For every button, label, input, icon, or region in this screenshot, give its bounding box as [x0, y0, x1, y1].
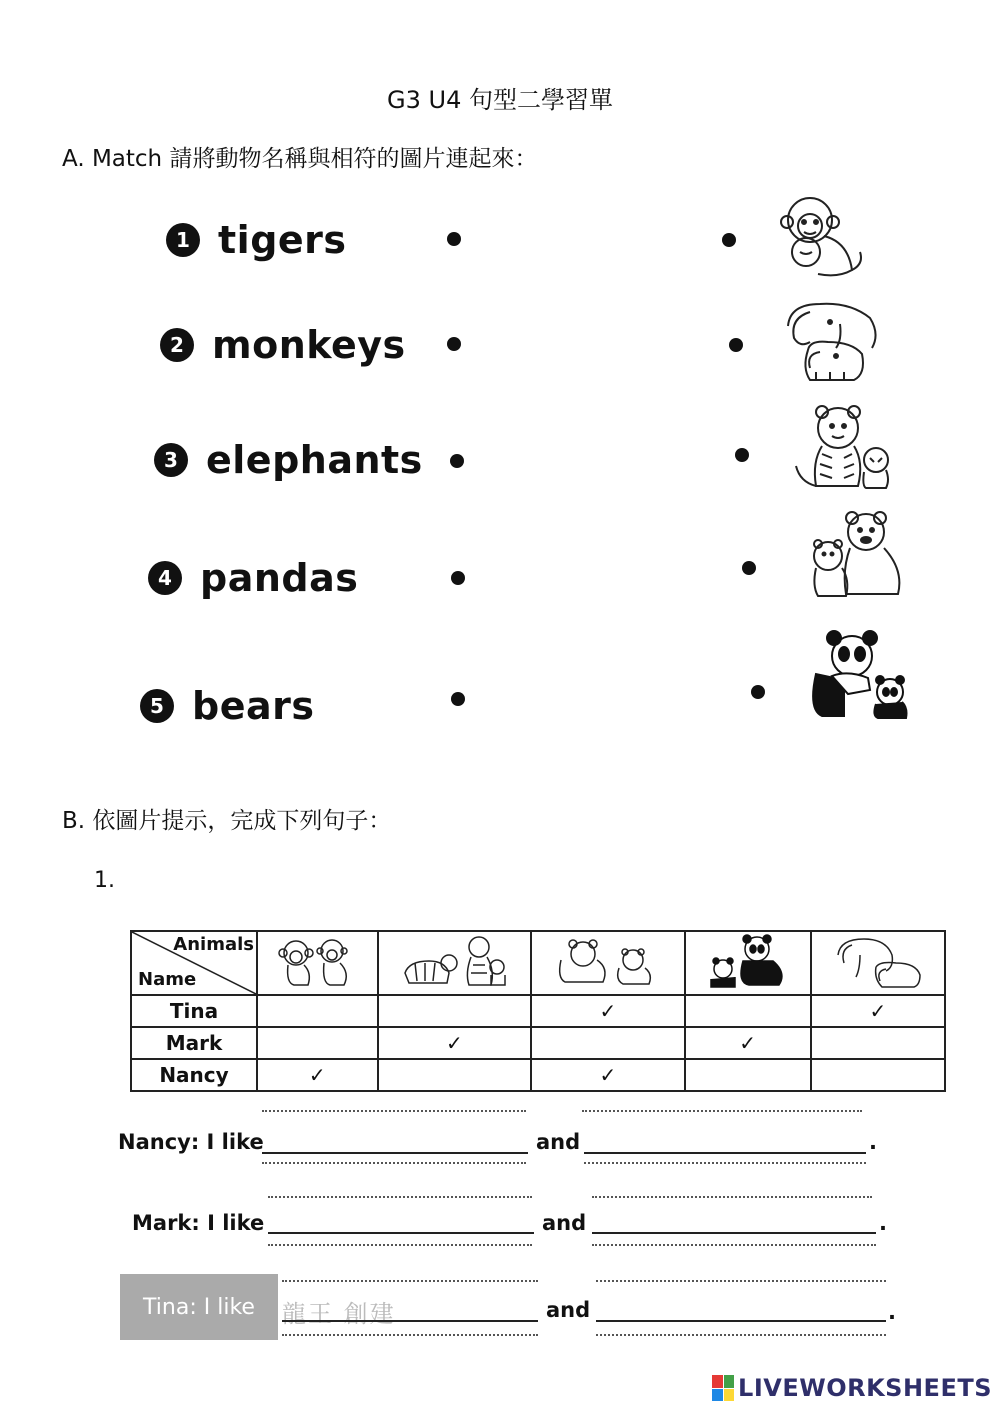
answer-blank-4[interactable]: [592, 1232, 876, 1234]
answer-blank-5[interactable]: [282, 1320, 538, 1322]
header-animals: Animals: [173, 934, 254, 955]
match-dot-left-5[interactable]: [451, 692, 465, 706]
section-b-heading: B. 依圖片提示，完成下列句子：: [62, 808, 392, 834]
table-header-row: [131, 931, 945, 995]
sentence-and: and: [546, 1298, 591, 1322]
elephant-icon: [830, 933, 926, 989]
check-cell: [811, 1059, 945, 1091]
column-panda: [685, 931, 811, 995]
dotted-guide: [268, 1244, 532, 1246]
brand-mark-icon: [712, 1375, 734, 1401]
dotted-guide: [268, 1196, 532, 1198]
match-item-elephants: [154, 438, 423, 482]
panda-icon: [703, 933, 793, 989]
dotted-guide: [282, 1280, 538, 1282]
match-dot-left-1[interactable]: [447, 232, 461, 246]
match-item-pandas: [148, 556, 358, 600]
match-dot-left-4[interactable]: [451, 571, 465, 585]
number-badge: 3: [154, 443, 188, 477]
answer-blank-2[interactable]: [584, 1152, 866, 1154]
table-row: [131, 1027, 945, 1059]
column-monkey: [257, 931, 378, 995]
dotted-guide: [592, 1244, 876, 1246]
check-cell: [378, 995, 531, 1027]
sentence-end: .: [869, 1130, 877, 1154]
tina-label-box: Tina: I like: [120, 1274, 278, 1340]
elephant-icon: [780, 298, 880, 388]
check-cell: [811, 1027, 945, 1059]
dotted-guide: [596, 1280, 886, 1282]
check-cell: [685, 995, 811, 1027]
animal-preference-table: [130, 930, 946, 1092]
bear-icon: [553, 936, 663, 986]
sentence-and: and: [542, 1211, 587, 1235]
check-cell: ✓: [531, 995, 684, 1027]
question-number: 1.: [94, 868, 115, 893]
match-dot-right-3[interactable]: [735, 448, 749, 462]
animal-word: bears: [192, 684, 315, 728]
match-item-bears: [140, 684, 314, 728]
check-cell: [257, 995, 378, 1027]
match-dot-right-5[interactable]: [751, 685, 765, 699]
column-bear: [531, 931, 684, 995]
check-cell: [531, 1027, 684, 1059]
animal-word: elephants: [206, 438, 423, 482]
match-item-tigers: [166, 218, 347, 262]
check-cell: ✓: [257, 1059, 378, 1091]
match-dot-right-4[interactable]: [742, 561, 756, 575]
tiger-icon: [792, 402, 892, 492]
sentence-end: .: [879, 1211, 887, 1235]
page-title: G3 U4 句型二學習單: [387, 86, 613, 114]
tiger-icon: [399, 933, 509, 989]
column-tiger: [378, 931, 531, 995]
column-elephant: [811, 931, 945, 995]
answer-blank-3[interactable]: [268, 1232, 534, 1234]
sentence-prefix: Nancy: I like: [118, 1130, 264, 1154]
dotted-guide: [596, 1334, 886, 1336]
animal-word: tigers: [218, 218, 347, 262]
header-name: Name: [138, 969, 197, 990]
number-badge: 2: [160, 328, 194, 362]
check-cell: ✓: [378, 1027, 531, 1059]
check-cell: ✓: [811, 995, 945, 1027]
dotted-guide: [582, 1110, 862, 1112]
dotted-guide: [282, 1334, 538, 1336]
number-badge: 5: [140, 689, 174, 723]
match-item-monkeys: [160, 323, 406, 367]
dotted-guide: [262, 1110, 526, 1112]
bear-icon: [806, 510, 906, 600]
liveworksheets-logo: [712, 1374, 992, 1402]
match-dot-left-2[interactable]: [447, 337, 461, 351]
table-row: [131, 1059, 945, 1091]
check-cell: [685, 1059, 811, 1091]
monkey-icon: [778, 192, 878, 282]
number-badge: 4: [148, 561, 182, 595]
check-cell: ✓: [531, 1059, 684, 1091]
dotted-guide: [262, 1162, 526, 1164]
sentence-and: and: [536, 1130, 581, 1154]
brand-text: LIVEWORKSHEETS: [738, 1374, 992, 1402]
answer-blank-1[interactable]: [262, 1152, 528, 1154]
match-dot-right-1[interactable]: [722, 233, 736, 247]
sentence-prefix: Mark: I like: [132, 1211, 265, 1235]
check-cell: [257, 1027, 378, 1059]
number-badge: 1: [166, 223, 200, 257]
sentence-end: .: [888, 1300, 896, 1324]
answer-blank-6[interactable]: [596, 1320, 886, 1322]
row-name: Mark: [131, 1027, 257, 1059]
animal-word: monkeys: [212, 323, 406, 367]
panda-icon: [808, 630, 908, 720]
dotted-guide: [584, 1162, 866, 1164]
check-cell: [378, 1059, 531, 1091]
match-dot-left-3[interactable]: [450, 454, 464, 468]
dotted-guide: [592, 1196, 872, 1198]
faint-watermark-text: 龍王 創建: [282, 1300, 396, 1328]
table-row: [131, 995, 945, 1027]
row-name: Tina: [131, 995, 257, 1027]
table-corner-cell: [131, 931, 257, 995]
check-cell: ✓: [685, 1027, 811, 1059]
match-dot-right-2[interactable]: [729, 338, 743, 352]
monkey-icon: [274, 933, 360, 989]
section-a-heading: A. Match 請將動物名稱與相符的圖片連起來：: [62, 146, 538, 172]
row-name: Nancy: [131, 1059, 257, 1091]
animal-word: pandas: [200, 556, 359, 600]
